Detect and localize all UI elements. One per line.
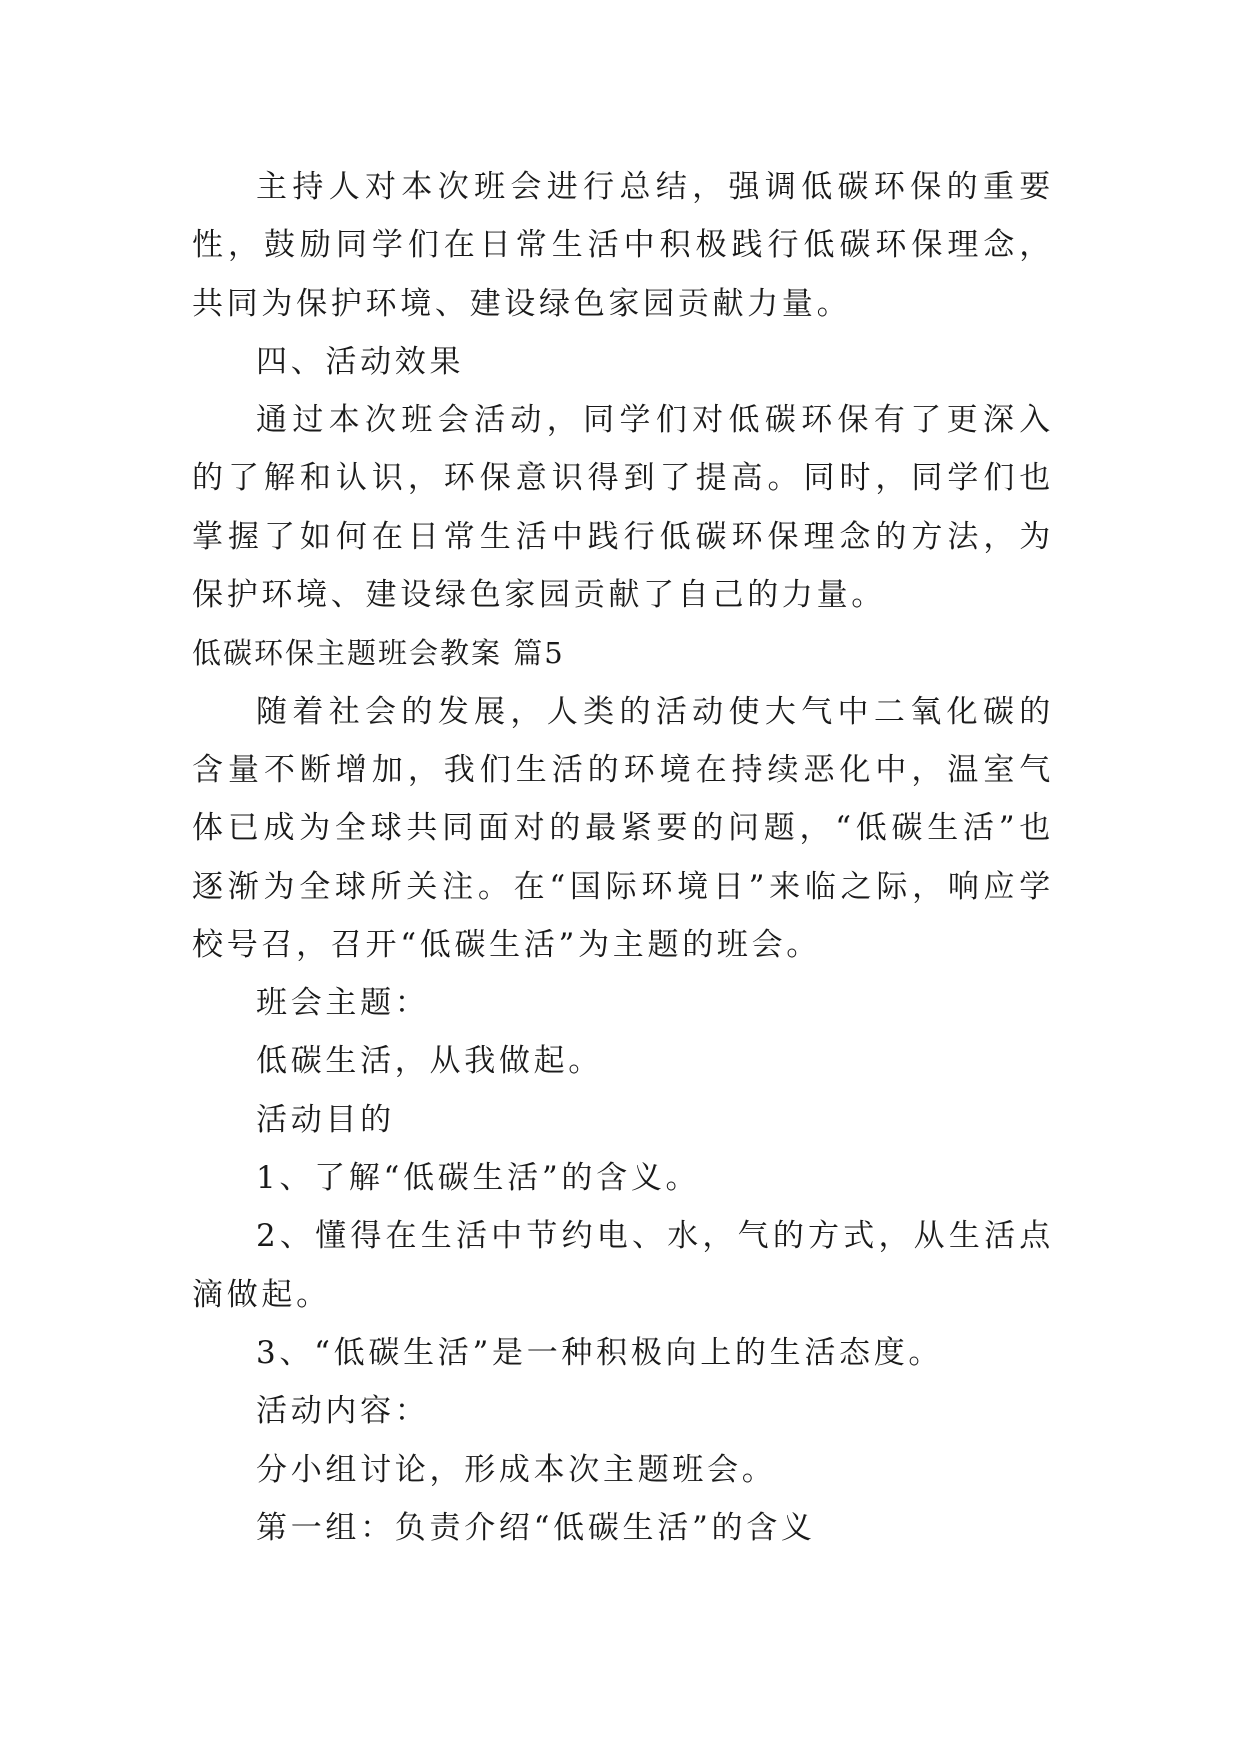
paragraph-background: 随着社会的发展，人类的活动使大气中二氧化碳的含量不断增加，我们生活的环境在持续恶化中，温室气体已成为全球共同面对的最紧要的问题，“低碳生活”也逐渐为全球所关注。在“国际环境日”来临之际，响应学校号召，召开“低碳生活”为主题的班会。 — [192, 693, 1054, 963]
purpose-item-2: 2、懂得在生活中节约电、水，气的方式，从生活点滴做起。 — [192, 1218, 1054, 1313]
document-page — [192, 158, 1054, 1557]
label-class-theme: 班会主题： — [256, 985, 430, 1022]
purpose-item-1: 1、了解“低碳生活”的含义。 — [256, 1160, 701, 1197]
label-activity-purpose: 活动目的 — [256, 1101, 395, 1138]
paragraph-activity-effect: 通过本次班会活动，同学们对低碳环保有了更深入的了解和认识，环保意识得到了提高。同时，同学们也掌握了如何在日常生活中践行低碳环保理念的方法，为保护环境、建设绿色家园贡献了自己的力量。 — [192, 402, 1054, 614]
paragraph-summary: 主持人对本次班会进行总结，强调低碳环保的重要性，鼓励同学们在日常生活中积极践行低碳环保理念，共同为保护环境、建设绿色家园贡献力量。 — [192, 169, 1054, 322]
lesson-plan-title: 低碳环保主题班会教案 篇5 — [192, 636, 565, 671]
label-activity-content: 活动内容： — [256, 1393, 430, 1430]
content-item-group-one: 第一组：负责介绍“低碳生活”的含义 — [256, 1509, 816, 1546]
class-theme-value: 低碳生活，从我做起。 — [256, 1043, 603, 1080]
purpose-item-3: 3、“低碳生活”是一种积极向上的生活态度。 — [256, 1334, 944, 1371]
section-heading-activity-effect: 四、活动效果 — [256, 343, 465, 380]
content-item-group-discussion: 分小组讨论，形成本次主题班会。 — [256, 1451, 777, 1488]
